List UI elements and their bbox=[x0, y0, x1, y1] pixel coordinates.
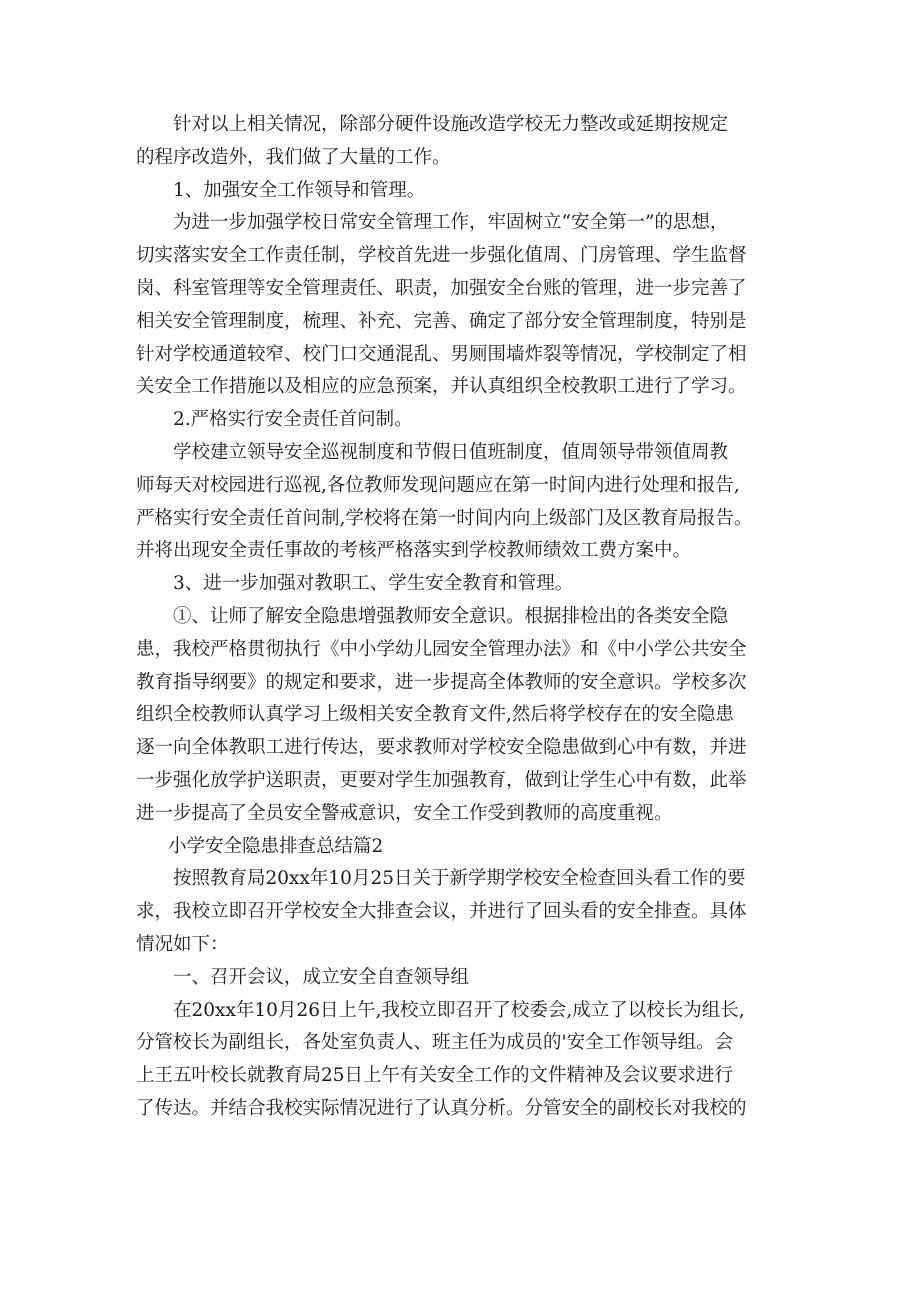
paragraph-line: 逐一向全体教职工进行传达，要求教师对学校安全隐患做到心中有数，并进 bbox=[136, 737, 747, 759]
paragraph-line: 情况如下： bbox=[136, 933, 229, 955]
paragraph-line: 并将出现安全责任事故的考核严格落实到学校教师绩效工费方案中。 bbox=[136, 540, 692, 562]
paragraph-line: 教育指导纲要》的规定和要求，进一步提高全体教师的安全意识。学校多次 bbox=[136, 671, 747, 693]
paragraph-line: 的程序改造外，我们做了大量的工作。 bbox=[136, 146, 451, 168]
paragraph-line: 针对学校通道较窄、校门口交通混乱、男厕围墙炸裂等情况，学校制定了相 bbox=[136, 343, 747, 365]
paragraph-line: 岗、科室管理等安全管理责任、职责，加强安全台账的管理，进一步完善了 bbox=[136, 277, 747, 299]
section-heading: 1、加强安全工作领导和管理。 bbox=[173, 179, 426, 201]
paragraph-line: 师每天对校园进行巡视,各位教师发现问题应在第一时间内进行处理和报告, bbox=[136, 474, 740, 496]
paragraph-line: 针对以上相关情况，除部分硬件设施改造学校无力整改或延期按规定 bbox=[173, 114, 729, 135]
paragraph-line: 一步强化放学护送职责，更要对学生加强教育，做到让学生心中有数，此举 bbox=[136, 769, 747, 791]
paragraph-line: 关安全工作措施以及相应的应急预案，并认真组织全校教职工进行了学习。 bbox=[136, 376, 747, 398]
paragraph-line: 学校建立领导安全巡视制度和节假日值班制度，值周领导带领值周教 bbox=[173, 441, 729, 463]
article-title: 小学安全隐患排查总结篇2 bbox=[168, 835, 384, 857]
paragraph-line: 求，我校立即召开学校安全大排查会议，并进行了回头看的安全排查。具体 bbox=[136, 901, 747, 923]
paragraph-line: 了传达。并结合我校实际情况进行了认真分析。分管安全的副校长对我校的 bbox=[136, 1097, 747, 1119]
paragraph-line: 组织全校教师认真学习上级相关安全教育文件,然后将学校存在的安全隐患 bbox=[136, 704, 734, 726]
section-heading: 3、进一步加强对教职工、学生安全教育和管理。 bbox=[173, 573, 574, 595]
paragraph-line: 严格实行安全责任首问制,学校将在第一时间内向上级部门及区教育局报告。 bbox=[136, 507, 753, 529]
paragraph-line: 分管校长为副组长，各处室负责人、班主任为成员的'安全工作领导组。会 bbox=[136, 1032, 734, 1054]
paragraph-line: 在20xx年10月26日上午,我校立即召开了校委会,成立了以校长为组长, bbox=[173, 999, 745, 1021]
paragraph-line: 按照教育局20xx年10月25日关于新学期学校安全检查回头看工作的要 bbox=[173, 868, 746, 890]
document-body bbox=[136, 109, 796, 1126]
paragraph-line: 相关安全管理制度，梳理、补充、完善、确定了部分安全管理制度，特别是 bbox=[136, 310, 747, 332]
paragraph-line: 进一步提高了全员安全警戒意识，安全工作受到教师的高度重视。 bbox=[136, 802, 673, 824]
paragraph-line: 为进一步加强学校日常安全管理工作，牢固树立“安全第一”的思想， bbox=[173, 212, 729, 234]
paragraph-line: 切实落实安全工作责任制，学校首先进一步强化值周、门房管理、学生监督 bbox=[136, 245, 747, 267]
paragraph-line: 上王五叶校长就教育局25日上午有关安全工作的文件精神及会议要求进行 bbox=[136, 1065, 734, 1087]
paragraph-line: 患，我校严格贯彻执行《中小学幼儿园安全管理办法》和《中小学公共安全 bbox=[136, 638, 747, 660]
section-heading: 2.严格实行安全责任首问制。 bbox=[173, 409, 413, 431]
paragraph-line: ①、让师了解安全隐患增强教师安全意识。根据排检出的各类安全隐 bbox=[173, 605, 729, 627]
section-heading: 一、召开会议，成立安全自查领导组 bbox=[173, 966, 470, 988]
